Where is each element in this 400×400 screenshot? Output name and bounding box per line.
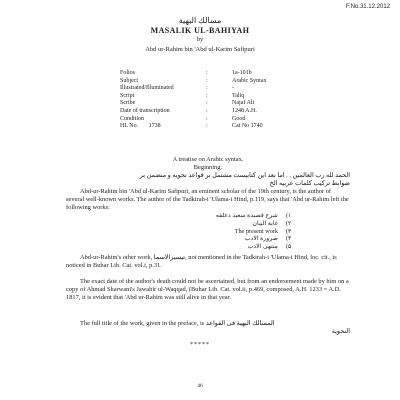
list-item: غاية البيان (۲ [252, 219, 292, 227]
meta-key: Condition [120, 115, 145, 122]
meta-value: 1a-101b [232, 70, 252, 76]
arabic-title: مسالك البهية [178, 16, 222, 25]
meta-key: Date of transcription [120, 107, 170, 114]
title-paragraph [66, 320, 350, 336]
meta-value: 1248 A.H. [232, 107, 257, 114]
meta-key: Subject [120, 77, 138, 84]
meta-row-scribe: Scribe : Najaf Ali [120, 100, 302, 108]
works-list [152, 212, 302, 251]
hl-number: 1738 [148, 123, 161, 130]
title-paragraph-text: The full title of the work, given in the preface, is المسالك البهية فى القواعد [80, 320, 275, 327]
meta-row-script: Script : Taliq [120, 93, 302, 101]
intro-paragraph [66, 156, 350, 188]
intro-line: A treatise on Arabic syntax. [172, 156, 244, 163]
author-paragraph [66, 188, 350, 212]
author-paragraph-text: Abd-ur-Rahim bin 'Abd ul-Karim Safipuri, an eminent scholar of the 19th century, is the author of several well-known works. The author of the Tadkirah-i 'Ulama-i Hind, p.119, says that 'Abd ur-Rahim left the following works: [66, 188, 349, 211]
meta-row-subject: Subject : Arabic Syntax [120, 78, 302, 86]
other-work-text: Abd-ur-Rahim's other work, تيسيرالاسما, not mentioned in the Tadkirah-i 'Ulama-i Hind, loc. cit., is noticed in Buhar Lib. Cat. vol.i, p.31. [66, 254, 337, 269]
date-paragraph-text: The exact date of the author's death could not be ascertained, but from an endorsement made by him on a copy of Ahmad Sharwani's Jawahir ul-Waqqad, (Buhar Lib. Cat. vol.ii, p.469, composed, A.H. 1233 = A.D. 1817, it is evident that 'Abd ur-Rahim was still alive in that year. [66, 278, 349, 301]
meta-row-folios: Folios : 1a-101b [120, 70, 302, 78]
meta-value: Good [232, 115, 246, 122]
list-item: ضرورة الادب (۴ [244, 235, 292, 243]
meta-key: Scribe [120, 100, 136, 107]
metadata-table [120, 70, 302, 131]
title-paragraph-arabic: النحوية [331, 328, 350, 335]
list-item: منتهى الادب (۵ [247, 243, 292, 251]
author-name: Abd ur-Rahim bin 'Abd ul-Karim Safipuri [145, 46, 255, 53]
meta-row-condition: Condition : Good [120, 116, 302, 124]
page-title: MASALIK UL-BAHIYAH [150, 26, 250, 35]
meta-row-illustrated: Illustrated/Illuminated : - [120, 85, 302, 93]
meta-value: Cat No 1740 [232, 123, 263, 130]
file-reference: F.No.31.12.2012 [345, 4, 390, 10]
meta-row-hl: HL No. 1738 : Cat No 1740 [120, 123, 302, 131]
list-item: The present work (۳ [234, 227, 292, 235]
arabic-beginning: الحمد لله رب العالمين . . اما بعد این کتابیست مشتمل بر قواعد نحویه و منضمن بر [139, 172, 350, 179]
meta-key: HL No. 1738 [120, 123, 161, 130]
other-work-paragraph [66, 254, 350, 270]
beginning-label: Beginning: [193, 164, 223, 171]
meta-value: Taliq [232, 92, 245, 99]
date-paragraph [66, 278, 350, 302]
meta-value: Najaf Ali [232, 100, 255, 107]
meta-value: - [232, 85, 234, 92]
by-line: by [196, 36, 204, 43]
list-item: شرح قصيدة سعيد دعلقه (۱ [215, 212, 292, 219]
meta-key: Script [120, 92, 135, 99]
meta-row-date: Date of transcription : 1248 A.H. [120, 108, 302, 116]
arabic-beginning-cont: ضوابط ترکیب کلمات عربیه الخ [269, 180, 350, 187]
meta-key: Illustrated/Illuminated [120, 85, 174, 92]
meta-key: Folios [120, 70, 136, 76]
page-number: 46 [197, 383, 203, 389]
section-separator: ***** [190, 342, 210, 348]
meta-value: Arabic Syntax [232, 77, 267, 84]
